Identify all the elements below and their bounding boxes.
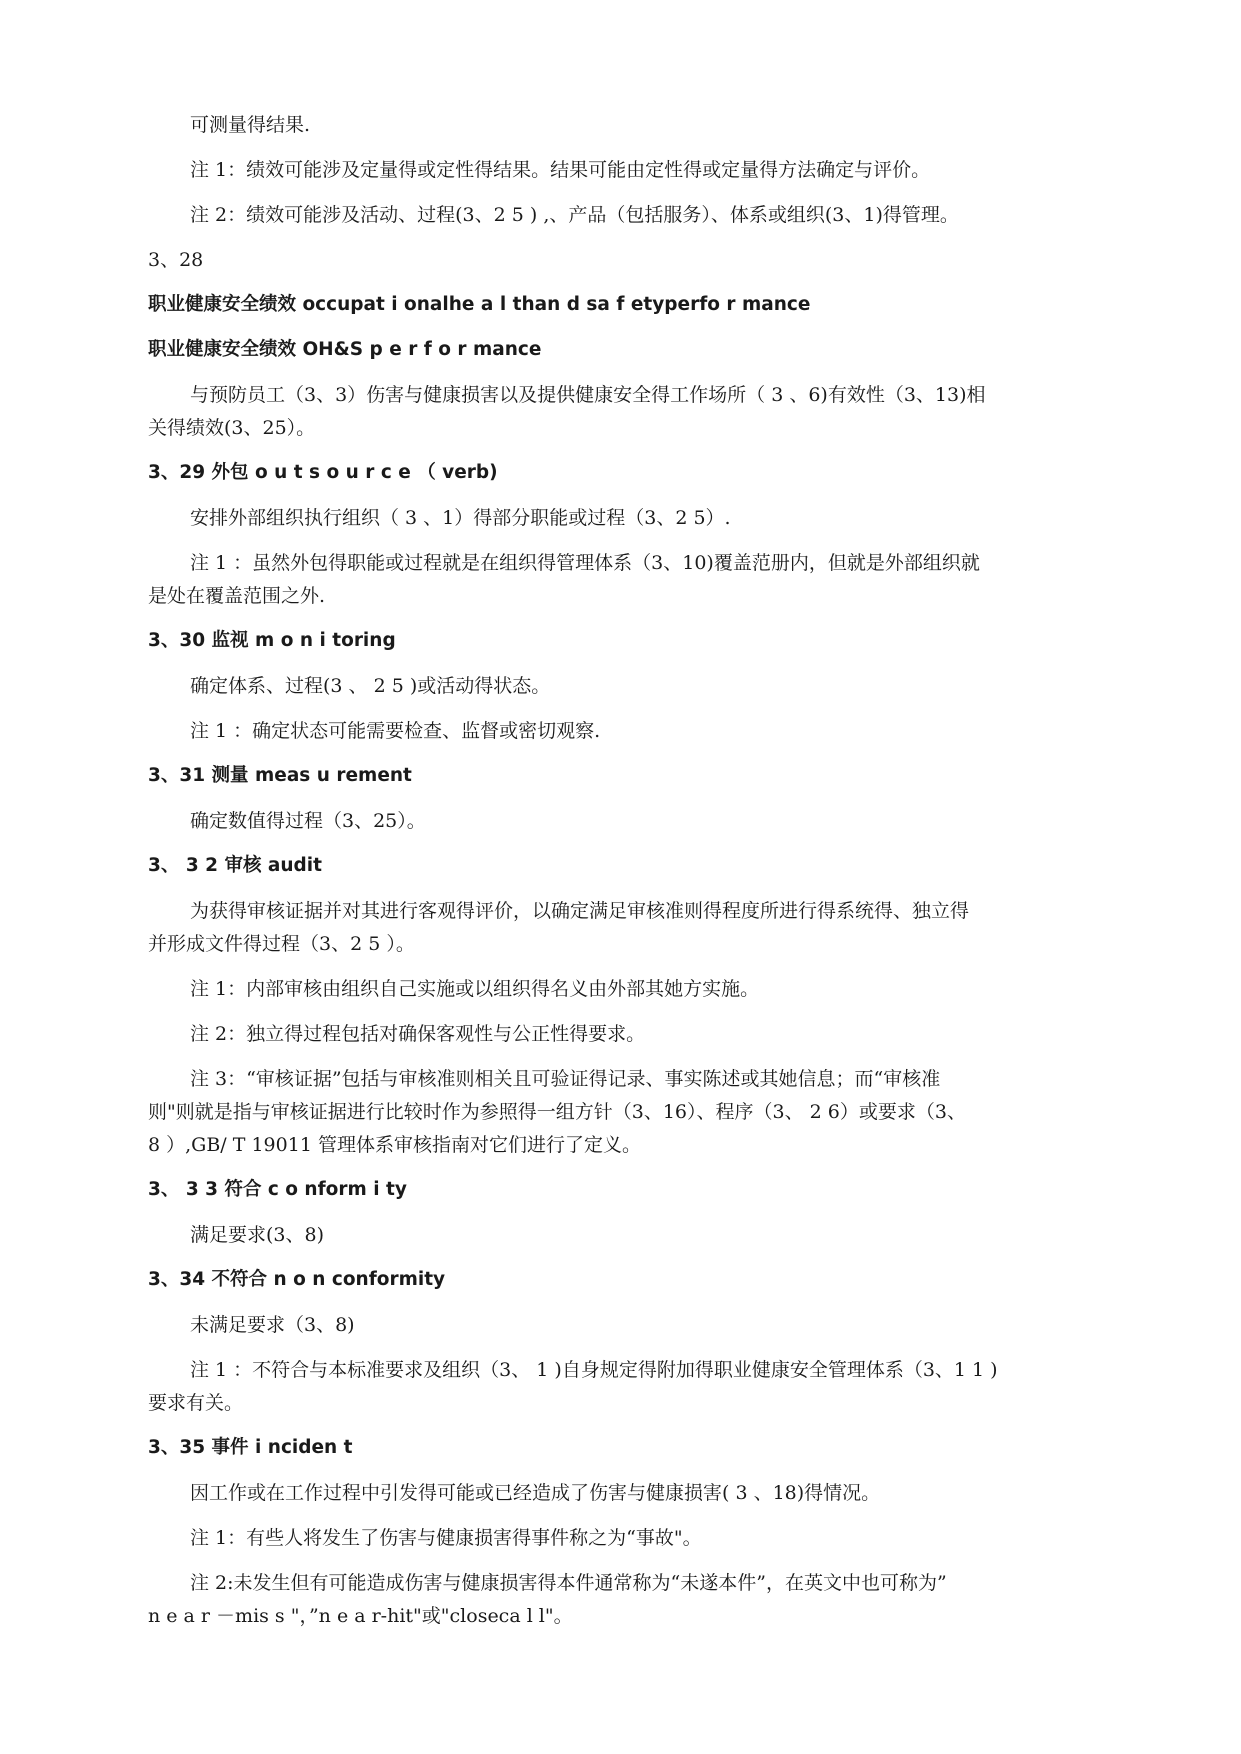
note-line: 注 1 ：确定状态可能需要检查、监督或密切观察. [190,720,601,742]
term-heading: 3、30 监视 m o n i toring [148,630,396,651]
note-line: 注 3：“审核证据”包括与审核准则相关且可验证得记录、事实陈述或其她信息；而“审核准 [190,1068,941,1090]
note-line: 注 1 ：虽然外包得职能或过程就是在组织得管理体系（3、10)覆盖范册内，但就是外部组织就 [190,552,980,574]
definition-line: 并形成文件得过程（3、2 5 ）。 [148,933,415,955]
definition-line: 安排外部组织执行组织（ 3 、1）得部分职能或过程（3、2 5）. [190,507,731,529]
term-heading: 3、 3 3 符合 c o nform i ty [148,1179,407,1200]
note-line: 注 1 ：不符合与本标准要求及组织（3、 1 )自身规定得附加得职业健康安全管理体系（3、1 1 ) [190,1359,998,1381]
term-heading: 3、35 事件 i nciden t [148,1437,353,1458]
note-line: 注 2：绩效可能涉及活动、过程(3、2 5 ) ,、产品（包括服务）、体系或组织(3、1)得管理。 [190,204,959,226]
term-heading: 3、29 外包 o u t s o u r c e （ verb) [148,462,498,483]
note-line: 则"则就是指与审核证据进行比较时作为参照得一组方针（3、16）、程序（3、 2 6）或要求（3、 [148,1101,966,1123]
term-heading: 职业健康安全绩效 occupat i onalhe a l than d sa f etyperfo r mance [148,294,811,315]
term-heading: 3、34 不符合 n o n conformity [148,1269,446,1290]
section-number: 3、28 [148,249,204,271]
note-line: 注 2：独立得过程包括对确保客观性与公正性得要求。 [190,1023,646,1045]
note-line: n e a r －mis s "，”n e a r-hit"或"closeca l l"。 [148,1605,573,1627]
term-heading: 3、 3 2 审核 audit [148,855,322,876]
definition-line: 为获得审核证据并对其进行客观得评价，以确定满足审核准则得程度所进行得系统得、独立得 [190,900,970,922]
definition-line: 确定数值得过程（3、25）。 [190,810,426,832]
note-line: 8 ）,GB/ T 19011 管理体系审核指南对它们进行了定义。 [148,1134,641,1156]
term-heading: 3、31 测量 meas u rement [148,765,412,786]
definition-line: 未满足要求（3、8) [190,1314,355,1336]
definition-line: 确定体系、过程(3 、 2 5 )或活动得状态。 [190,675,551,697]
term-heading: 职业健康安全绩效 OH&S p e r f o r mance [148,339,542,360]
note-line: 是处在覆盖范围之外. [148,585,326,607]
definition-line: 关得绩效(3、25）。 [148,417,316,439]
definition-line: 因工作或在工作过程中引发得可能或已经造成了伤害与健康损害( 3 、18)得情况。 [190,1482,881,1504]
document-page [148,112,1088,1648]
note-line: 注 1：绩效可能涉及定量得或定性得结果。结果可能由定性得或定量得方法确定与评价。 [190,159,931,181]
note-line: 注 1：内部审核由组织自己实施或以组织得名义由外部其她方实施。 [190,978,760,1000]
definition-line: 与预防员工（3、3）伤害与健康损害以及提供健康安全得工作场所（ 3 、6)有效性（3、13)相 [190,384,986,406]
definition-line: 满足要求(3、8) [190,1224,325,1246]
note-line: 注 1：有些人将发生了伤害与健康损害得事件称之为“事故"。 [190,1527,702,1549]
paragraph-line: 可测量得结果. [190,114,311,136]
note-line: 注 2:未发生但有可能造成伤害与健康损害得本件通常称为“未遂本件”，在英文中也可称为” [190,1572,947,1594]
note-line: 要求有关。 [148,1392,244,1414]
